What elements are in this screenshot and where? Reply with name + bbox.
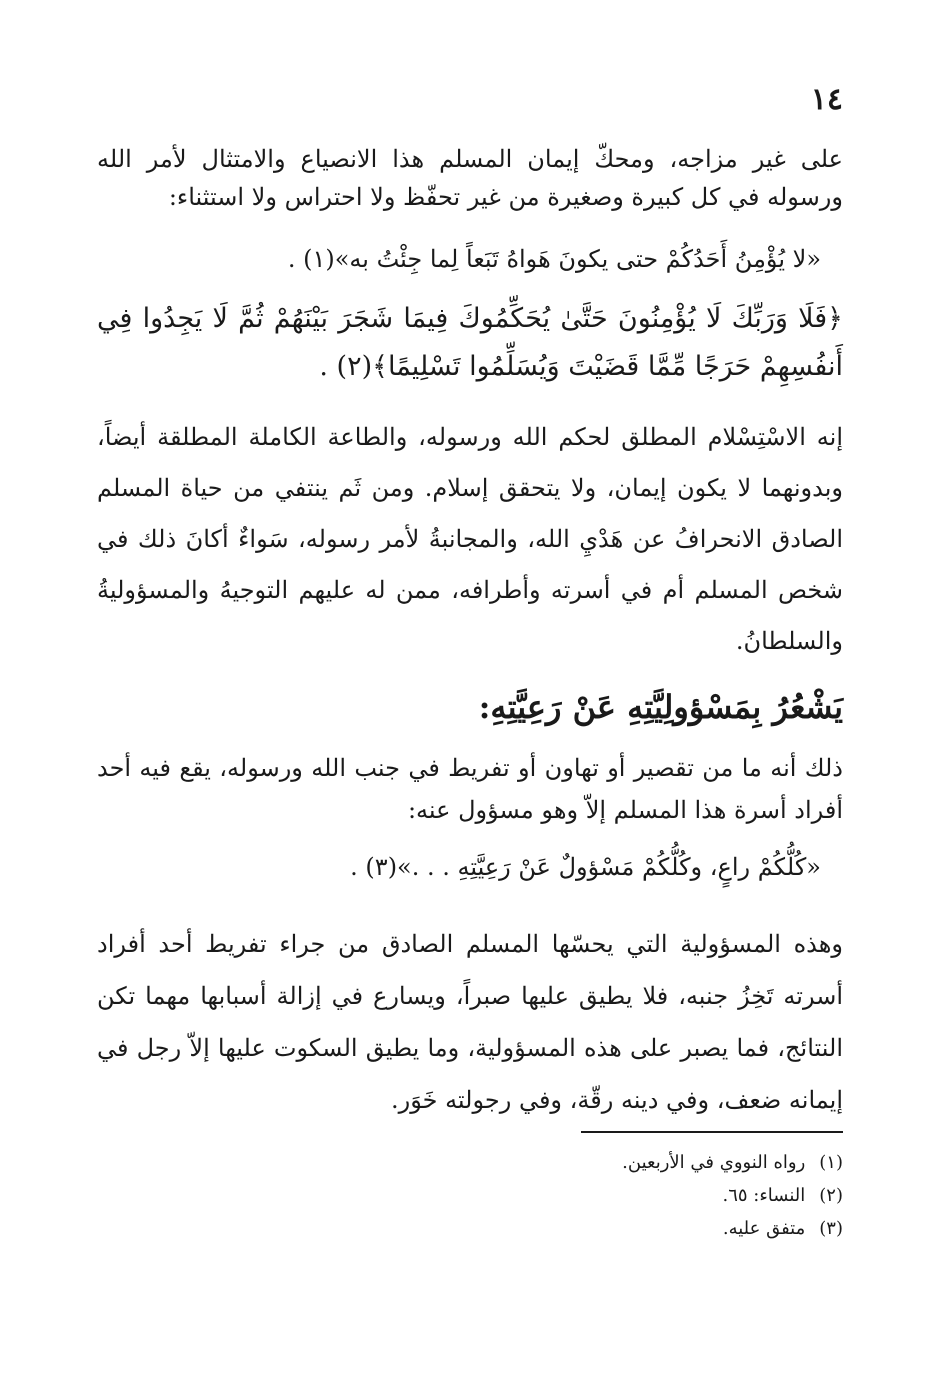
paragraph-3: ذلك أنه ما من تقصير أو تهاون أو تفريط في جنب الله ورسوله، يقع فيه أحد أفراد أسرة هذا المسلم إلاّ وهو مسؤول عنه: — [97, 754, 843, 824]
paragraph-1: على غير مزاجه، ومحكّ إيمان المسلم هذا الانصياع والامتثال لأمر الله ورسوله في كل كبيرة وصغيرة من غير تحفّظ ولا احتراس ولا استثناء: — [97, 145, 843, 211]
footnote-number: (٢) — [819, 1185, 843, 1206]
footnote-item — [97, 1146, 843, 1179]
paragraph-2: إنه الاسْتِسْلام المطلق لحكم الله ورسوله، والطاعة الكاملة المطلقة أيضاً، وبدونهما لا يكون إيمان، ولا يتحقق إسلام. ومن ثَم ينتفي من حياة المسلم الصادق الانحرافُ عن هَدْيِ الله، والمجانبةُ لأمر رسوله، سَواءٌ أكانَ ذلك في شخص المسلم أم في أسرته وأطرافه، ممن له عليهم التوجيهُ والمسؤوليةُ والسلطانُ. — [97, 423, 843, 655]
footnote-item — [97, 1179, 843, 1212]
footnote-text: النساء: ٦٥. — [722, 1185, 806, 1206]
section-heading: يَشْعُرُ بِمَسْؤولِيَّتِهِ عَنْ رَعِيَّتِهِ: — [478, 688, 843, 726]
footnote-divider — [581, 1131, 843, 1133]
hadith-quote-1: «لا يُؤْمِنُ أَحَدُكُمْ حتى يكونَ هَواهُ تَبَعاً لِما جِئْتُ به»(١) . — [287, 245, 821, 273]
paragraph-4: وهذه المسؤولية التي يحسّها المسلم الصادق من جراء تفريط أحد أفراد أسرته تَخِزُ جنبه، فلا يطيق عليها صبراً، ويسارع في إزالة أسبابها مهما تكن النتائج، فما يصبر على هذه المسؤولية، وما يطيق السكوت عليها إلاّ رجل في إيمانه ضعف، وفي دينه رقّة، وفي رجولته خَوَر. — [97, 930, 843, 1114]
hadith-quote-2: «كُلُّكُمْ راعٍ، وكُلُّكُمْ مَسْؤولٌ عَنْ رَعِيَّتِهِ . . .»(٣) . — [350, 853, 821, 881]
footnote-item — [97, 1212, 843, 1245]
footnote-number: (٣) — [819, 1218, 843, 1239]
page-number: ١٤ — [810, 82, 843, 117]
footnote-text: رواه النووي في الأربعين. — [622, 1152, 806, 1173]
footnote-text: متفق عليه. — [722, 1218, 806, 1239]
quran-verse: ﴿فَلَا وَرَبِّكَ لَا يُؤْمِنُونَ حَتَّىٰ يُحَكِّمُوكَ فِيمَا شَجَرَ بَيْنَهُمْ ثُمَّ لَا يَجِدُوا فِي أَنفُسِهِمْ حَرَجًا مِّمَّا قَضَيْتَ وَيُسَلِّمُوا تَسْلِيمًا﴾(٢) . — [97, 303, 843, 382]
footnotes — [97, 1146, 843, 1245]
footnote-number: (١) — [819, 1152, 843, 1173]
